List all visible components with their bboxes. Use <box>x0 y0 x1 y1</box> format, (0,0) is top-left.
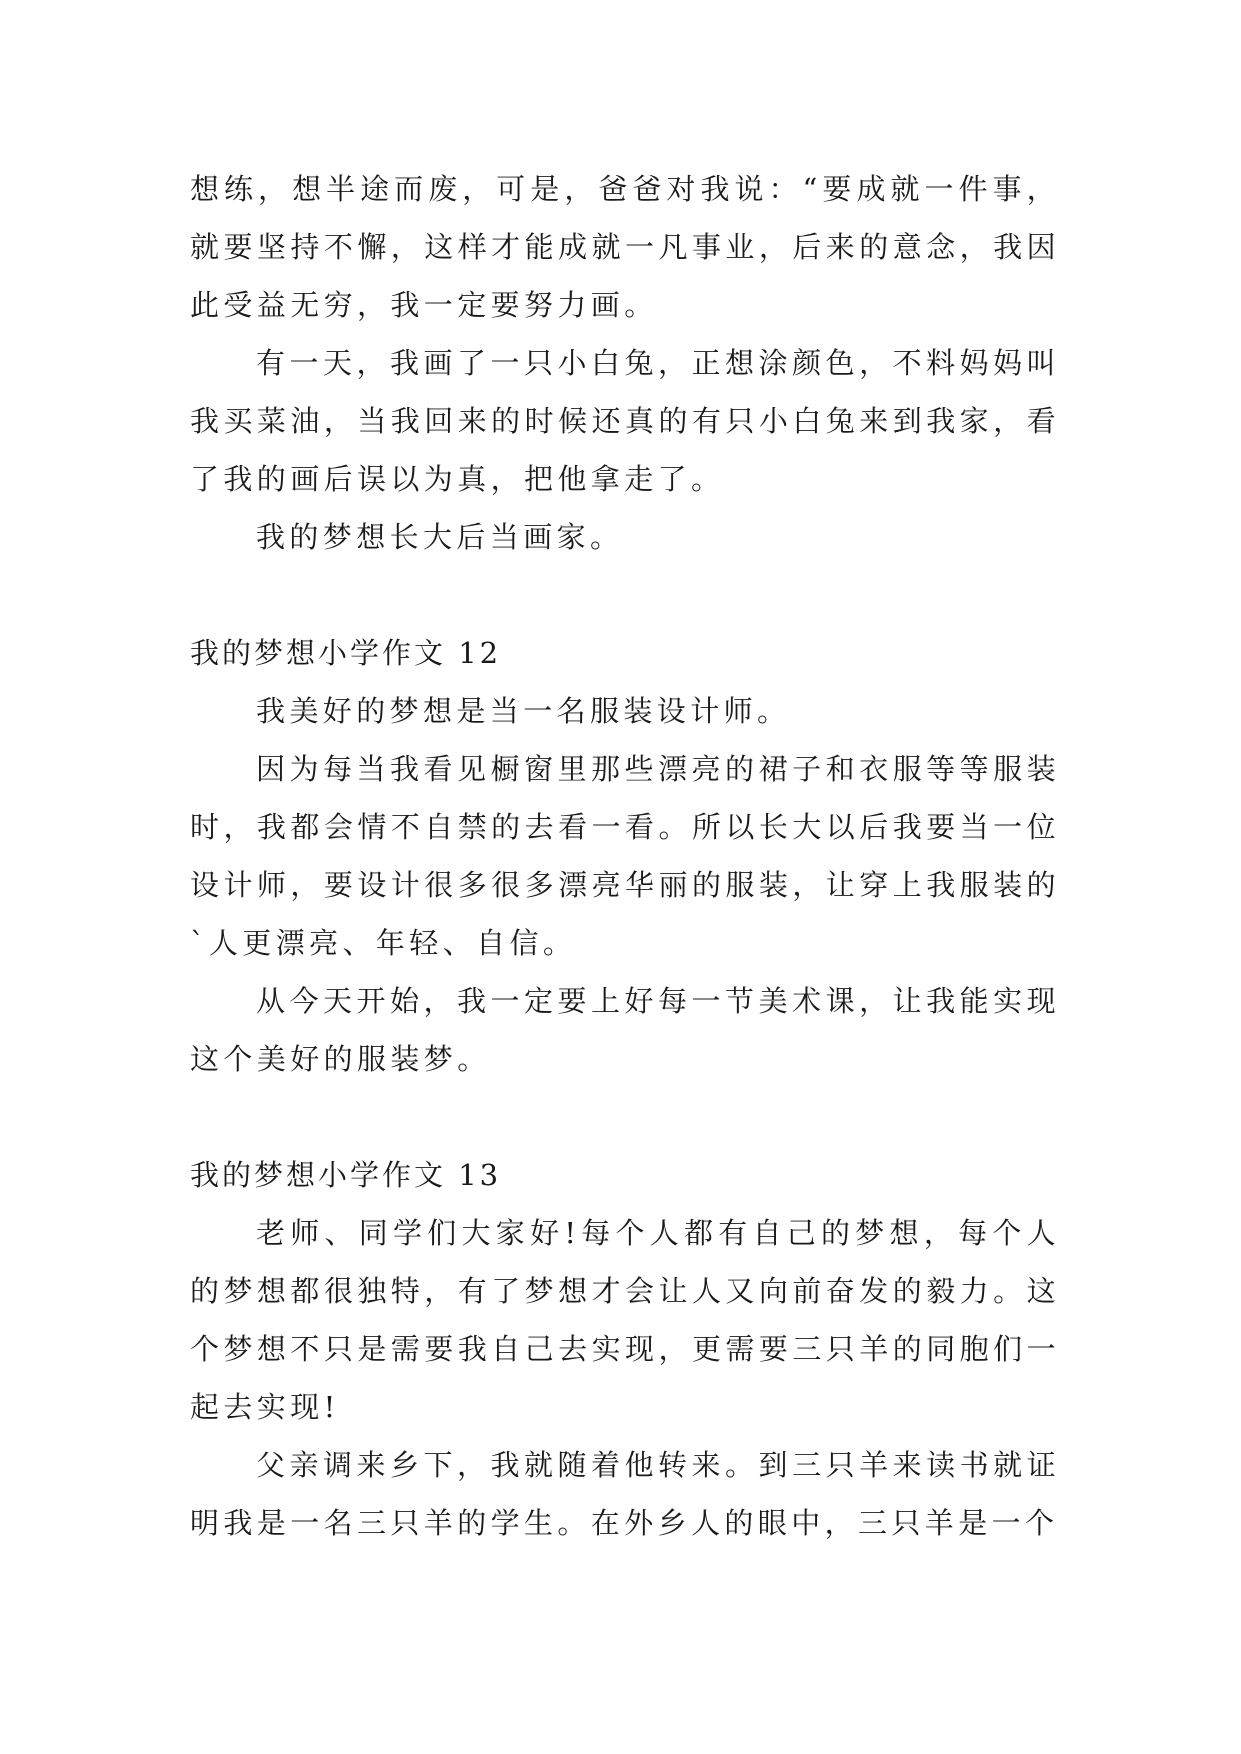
section-heading-13: 我的梦想小学作文 13 <box>190 1158 502 1192</box>
paragraph-father: 父亲调来乡下，我就随着他转来。到三只羊来读书就证明我是一名三只羊的学生。在外乡人的眼中，三只羊是一个 <box>190 1448 1060 1540</box>
paragraph-dream-painter: 我的梦想长大后当画家。 <box>256 520 624 554</box>
document-body <box>190 160 1060 1552</box>
paragraph-greeting: 老师、同学们大家好!每个人都有自己的梦想，每个人的梦想都很独特，有了梦想才会让人又向前奋发的毅力。这个梦想不只是需要我自己去实现，更需要三只羊的同胞们一起去实现! <box>190 1216 1060 1424</box>
paragraph-shop-window: 因为每当我看见橱窗里那些漂亮的裙子和衣服等等服装时，我都会情不自禁的去看一看。所以长大以后我要当一位设计师，要设计很多很多漂亮华丽的服装，让穿上我服装的`人更漂亮、年轻、自信。 <box>190 752 1060 960</box>
paragraph-designer-dream: 我美好的梦想是当一名服装设计师。 <box>256 694 791 728</box>
paragraph-rabbit: 有一天，我画了一只小白兔，正想涂颜色，不料妈妈叫我买菜油，当我回来的时候还真的有只小白兔来到我家，看了我的画后误以为真，把他拿走了。 <box>190 346 1060 496</box>
section-heading-12: 我的梦想小学作文 12 <box>190 636 502 670</box>
section-gap <box>190 566 1060 624</box>
section-gap <box>190 1088 1060 1146</box>
paragraph-art-class: 从今天开始，我一定要上好每一节美术课，让我能实现这个美好的服装梦。 <box>190 984 1060 1076</box>
paragraph-continued: 想练，想半途而废，可是，爸爸对我说：“要成就一件事，就要坚持不懈，这样才能成就一凡事业，后来的意念，我因此受益无穷，我一定要努力画。 <box>190 172 1060 322</box>
